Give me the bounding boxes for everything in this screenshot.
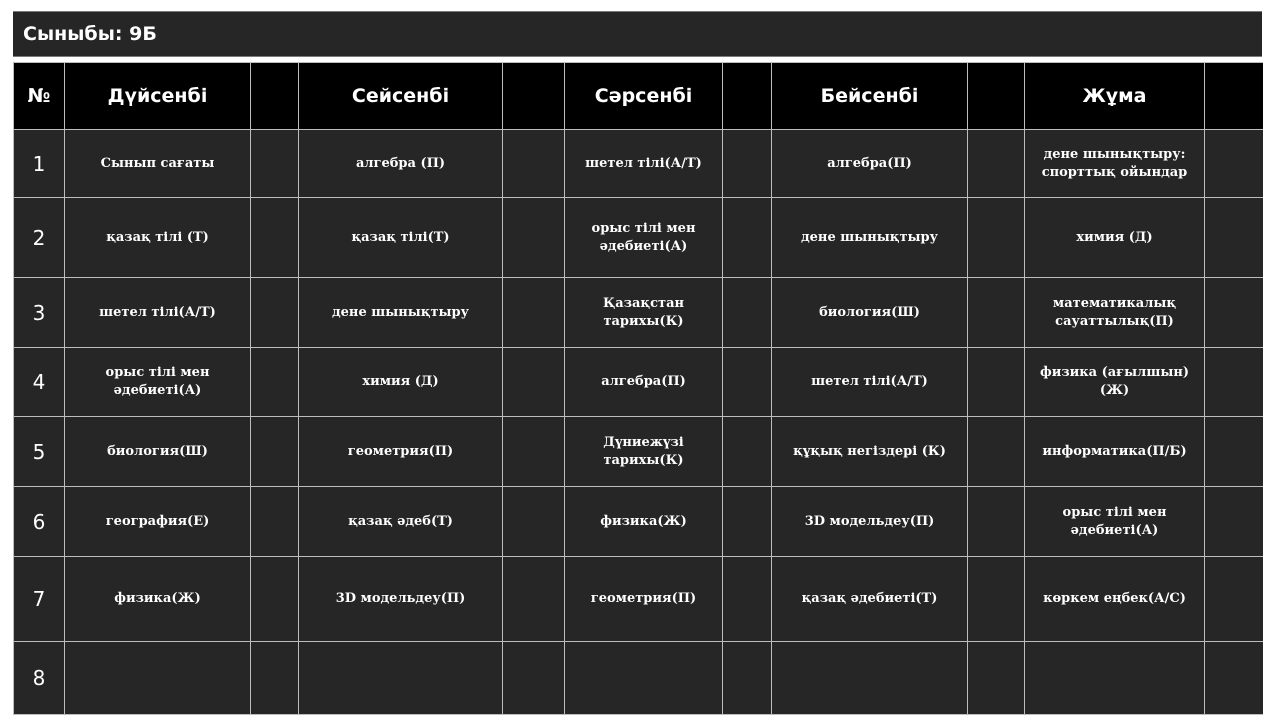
lesson-cell: Қазақстан тарихы(К)	[565, 278, 723, 348]
lesson-number: 5	[14, 417, 65, 487]
spacer-cell	[503, 198, 565, 278]
schedule-table	[13, 62, 1263, 715]
lesson-cell: биология(Ш)	[65, 417, 251, 487]
lesson-cell: орыс тілі мен әдебиеті(А)	[65, 348, 251, 417]
lesson-cell: дене шынықтыру	[299, 278, 503, 348]
lesson-cell: дене шынықтыру: спорттық ойындар	[1025, 130, 1205, 198]
spacer-cell	[968, 417, 1025, 487]
lesson-cell: биология(Ш)	[772, 278, 968, 348]
schedule-row	[14, 198, 1263, 278]
spacer-cell	[503, 487, 565, 557]
spacer-cell	[1205, 487, 1263, 557]
lesson-cell	[65, 642, 251, 715]
spacer-cell	[503, 130, 565, 198]
spacer-cell	[251, 417, 299, 487]
spacer-cell	[251, 198, 299, 278]
schedule-row	[14, 417, 1263, 487]
lesson-number: 2	[14, 198, 65, 278]
spacer-cell	[1205, 278, 1263, 348]
schedule-row	[14, 278, 1263, 348]
lesson-cell: физика(Ж)	[565, 487, 723, 557]
lesson-number: 6	[14, 487, 65, 557]
lesson-cell	[565, 642, 723, 715]
header-spacer	[1205, 63, 1263, 130]
lesson-number: 4	[14, 348, 65, 417]
lesson-number: 3	[14, 278, 65, 348]
lesson-cell: химия (Д)	[1025, 198, 1205, 278]
lesson-cell: дене шынықтыру	[772, 198, 968, 278]
header-day-monday: Дүйсенбі	[65, 63, 251, 130]
header-day-friday: Жұма	[1025, 63, 1205, 130]
spacer-cell	[251, 278, 299, 348]
spacer-cell	[723, 348, 772, 417]
header-day-thursday: Бейсенбі	[772, 63, 968, 130]
lesson-cell: география(Е)	[65, 487, 251, 557]
header-day-wednesday: Сәрсенбі	[565, 63, 723, 130]
header-spacer	[503, 63, 565, 130]
lesson-cell: қазақ әдеб(Т)	[299, 487, 503, 557]
lesson-cell: 3D модельдеу(П)	[772, 487, 968, 557]
class-title-bar	[13, 11, 1262, 57]
class-title: Сыныбы: 9Б	[23, 23, 157, 45]
lesson-number: 1	[14, 130, 65, 198]
schedule-row	[14, 642, 1263, 715]
lesson-cell: шетел тілі(А/Т)	[772, 348, 968, 417]
lesson-cell: орыс тілі мен әдебиеті(А)	[565, 198, 723, 278]
lesson-cell	[1025, 642, 1205, 715]
header-spacer	[968, 63, 1025, 130]
lesson-cell: шетел тілі(А/Т)	[565, 130, 723, 198]
lesson-cell: қазақ әдебиеті(Т)	[772, 557, 968, 642]
spacer-cell	[968, 348, 1025, 417]
schedule-body	[14, 130, 1263, 715]
lesson-cell: информатика(П/Б)	[1025, 417, 1205, 487]
lesson-cell: құқық негіздері (К)	[772, 417, 968, 487]
spacer-cell	[1205, 348, 1263, 417]
lesson-cell: химия (Д)	[299, 348, 503, 417]
schedule-row	[14, 557, 1263, 642]
spacer-cell	[251, 557, 299, 642]
spacer-cell	[251, 130, 299, 198]
spacer-cell	[968, 198, 1025, 278]
spacer-cell	[723, 557, 772, 642]
lesson-cell: алгебра(П)	[565, 348, 723, 417]
header-number: №	[14, 63, 65, 130]
lesson-number: 8	[14, 642, 65, 715]
schedule-row	[14, 487, 1263, 557]
lesson-cell: қазақ тілі(Т)	[299, 198, 503, 278]
schedule-row	[14, 348, 1263, 417]
lesson-cell: математикалық сауаттылық(П)	[1025, 278, 1205, 348]
spacer-cell	[503, 417, 565, 487]
spacer-cell	[503, 278, 565, 348]
lesson-cell: геометрия(П)	[565, 557, 723, 642]
lesson-number: 7	[14, 557, 65, 642]
spacer-cell	[968, 278, 1025, 348]
spacer-cell	[723, 417, 772, 487]
spacer-cell	[968, 487, 1025, 557]
header-day-tuesday: Сейсенбі	[299, 63, 503, 130]
spacer-cell	[503, 348, 565, 417]
spacer-cell	[968, 130, 1025, 198]
spacer-cell	[1205, 130, 1263, 198]
header-row	[14, 63, 1263, 130]
lesson-cell: шетел тілі(А/Т)	[65, 278, 251, 348]
spacer-cell	[1205, 642, 1263, 715]
lesson-cell: қазақ тілі (Т)	[65, 198, 251, 278]
spacer-cell	[723, 487, 772, 557]
spacer-cell	[1205, 198, 1263, 278]
lesson-cell: Сынып сағаты	[65, 130, 251, 198]
spacer-cell	[1205, 557, 1263, 642]
spacer-cell	[503, 557, 565, 642]
lesson-cell: көркем еңбек(А/С)	[1025, 557, 1205, 642]
lesson-cell: орыс тілі мен әдебиеті(А)	[1025, 487, 1205, 557]
lesson-cell: Дүниежүзі тарихы(К)	[565, 417, 723, 487]
lesson-cell: физика(Ж)	[65, 557, 251, 642]
spacer-cell	[723, 198, 772, 278]
header-spacer	[723, 63, 772, 130]
spacer-cell	[1205, 417, 1263, 487]
spacer-cell	[251, 348, 299, 417]
lesson-cell: алгебра(П)	[772, 130, 968, 198]
spacer-cell	[723, 130, 772, 198]
spacer-cell	[723, 278, 772, 348]
spacer-cell	[968, 642, 1025, 715]
lesson-cell: алгебра (П)	[299, 130, 503, 198]
lesson-cell	[772, 642, 968, 715]
header-spacer	[251, 63, 299, 130]
lesson-cell	[299, 642, 503, 715]
lesson-cell: 3D модельдеу(П)	[299, 557, 503, 642]
spacer-cell	[251, 642, 299, 715]
spacer-cell	[968, 557, 1025, 642]
spacer-cell	[251, 487, 299, 557]
schedule-row	[14, 130, 1263, 198]
lesson-cell: геометрия(П)	[299, 417, 503, 487]
spacer-cell	[723, 642, 772, 715]
spacer-cell	[503, 642, 565, 715]
lesson-cell: физика (ағылшын)(Ж)	[1025, 348, 1205, 417]
